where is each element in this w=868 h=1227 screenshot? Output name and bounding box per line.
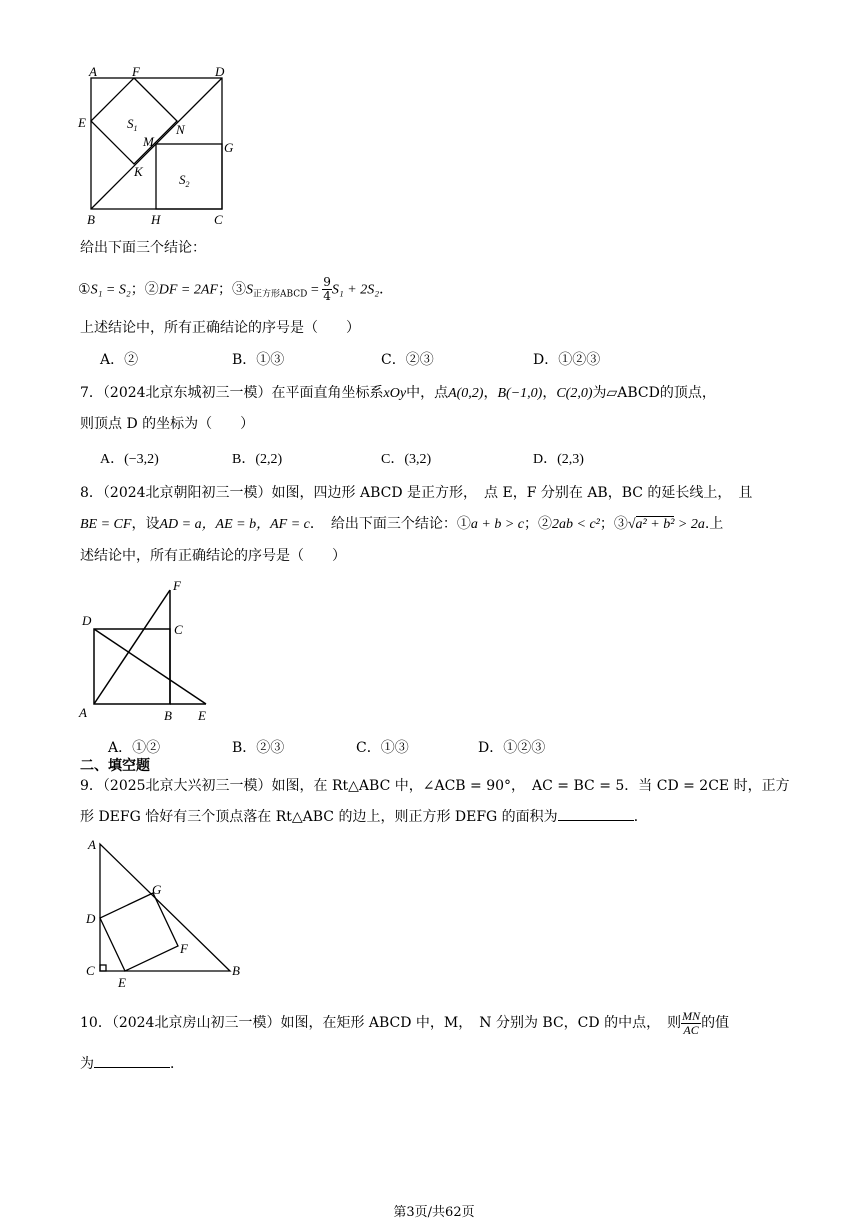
q8-option-d[interactable]: D．①②③ — [478, 740, 546, 756]
label-e: E — [78, 115, 86, 130]
q6-option-b[interactable]: B．①③ — [232, 352, 285, 368]
q10-answer-blank[interactable] — [94, 1053, 170, 1068]
label-n: N — [176, 122, 185, 137]
line-de — [94, 629, 206, 704]
square-s2 — [156, 144, 222, 209]
q6-option-d[interactable]: D．①②③ — [533, 352, 601, 368]
q8-c1: a + b > c — [470, 517, 524, 532]
q7-point-b: B(−1,0) — [497, 386, 543, 401]
q10-stem-end: 的值 — [701, 1015, 730, 1031]
label-b: B — [164, 708, 172, 723]
q9-answer-blank[interactable] — [558, 806, 634, 821]
label-e: E — [198, 708, 206, 723]
q6-question: 上述结论中，所有正确结论的序号是（ ） — [80, 320, 360, 336]
q8-line3: 述结论中，所有正确结论的序号是（ ） — [80, 548, 346, 564]
q6-sep1: ； — [130, 281, 145, 298]
label-d: D — [82, 613, 92, 628]
label-a: A — [79, 705, 87, 720]
q7-option-a[interactable]: A．(−3,2) — [100, 452, 159, 467]
label-a: A — [88, 837, 96, 852]
label-c: C — [86, 963, 95, 978]
q8-line1: 8．（2024北京朝阳初三一模）如图，四边形 ABCD 是正方形， 点 E，F 分别在 AB，BC 的延长线上， 且 — [80, 485, 753, 501]
q10-line1 — [80, 1008, 729, 1038]
q8-sep1: ；② — [524, 516, 552, 532]
q6-c3-s: S — [245, 282, 253, 298]
figure-q8 — [72, 574, 222, 724]
label-k: K — [134, 164, 143, 179]
q8-line2 — [80, 514, 723, 535]
square-defg — [100, 893, 178, 971]
q7-option-c[interactable]: C．(3,2) — [381, 452, 432, 467]
q7-comma1: ， — [483, 385, 498, 401]
label-c: C — [174, 622, 183, 637]
q8-c3-b: > 2a — [674, 517, 705, 532]
q7-xoy: xOy — [383, 386, 407, 401]
figure-q6 — [72, 64, 252, 230]
q9-line2 — [80, 806, 648, 827]
q8-defs: AD = a，AE = b，AF = c — [159, 517, 310, 532]
q6-c3-sub: 正方形ABCD — [252, 289, 308, 300]
q7-stem-b: 中，点 — [406, 385, 449, 401]
q6-c3-end: ． — [379, 281, 394, 298]
q8-c3: a² + b² — [635, 517, 675, 532]
q8-end: .上 — [704, 516, 724, 532]
q8-given: ． 给出下面三个结论：① — [309, 516, 471, 532]
label-g: G — [224, 140, 234, 155]
square-s1 — [91, 78, 177, 164]
q7-option-d[interactable]: D．(2,3) — [533, 452, 584, 467]
q7-comma2: ， — [542, 385, 557, 401]
label-m: M — [143, 134, 154, 149]
label-b: B — [87, 212, 95, 227]
q9-end: ． — [633, 809, 648, 825]
square-abcd — [94, 629, 170, 704]
q10-prefix: 为 — [80, 1056, 94, 1072]
q7-stem: 7．（2024北京东城初三一模）在平面直角坐标系 — [80, 385, 384, 401]
label-d: D — [215, 64, 225, 79]
q7-point-a: A(0,2) — [448, 386, 484, 401]
q8-c2: 2ab < c² — [552, 517, 600, 532]
q7-stem-c: 为▱ABCD的顶点， — [592, 385, 716, 401]
q7-option-b[interactable]: B．(2,2) — [232, 452, 283, 467]
q6-c2: DF = 2AF — [158, 282, 218, 298]
q8-option-c[interactable]: C．①③ — [356, 740, 409, 756]
q6-c3-eq: = — [307, 282, 323, 298]
label-g: G — [152, 882, 162, 897]
q10-fraction: $\frac{MN}{AC}$ — [682, 1008, 701, 1037]
label-e: E — [118, 975, 126, 990]
q8-option-a[interactable]: A．①② — [108, 740, 161, 756]
label-f: F — [132, 64, 140, 79]
q6-sep2: ； — [217, 281, 232, 298]
q6-c3-rest: S₁ + 2S₂ — [331, 282, 380, 298]
q6-conclusions — [78, 276, 393, 305]
label-h: H — [151, 212, 161, 227]
q10-line2 — [80, 1053, 184, 1074]
label-s2: $S_2$ — [179, 172, 190, 189]
q6-c3-frac: $\frac{9}{4}$ — [323, 275, 331, 303]
label-a: A — [89, 64, 97, 79]
q6-c1-mark: ① — [78, 281, 91, 298]
figure-q9 — [78, 836, 250, 994]
q9-line1: 9．（2025北京大兴初三一模）如图，在 Rt△ABC 中，∠ACB = 90°， AC = BC = 5．当 CD = 2CE 时，正方 — [80, 778, 790, 794]
q10-end: ． — [170, 1056, 184, 1072]
label-f: F — [180, 941, 188, 956]
label-b: B — [232, 963, 240, 978]
label-f: F — [173, 578, 181, 593]
q7-point-c: C(2,0) — [556, 386, 593, 401]
q6-option-c[interactable]: C．②③ — [381, 352, 434, 368]
q10-stem: 10．（2024北京房山初三一模）如图，在矩形 ABCD 中，M， N 分别为 BC，CD 的中点， 则 — [80, 1015, 682, 1031]
line-af — [94, 590, 170, 704]
label-c: C — [214, 212, 223, 227]
page-footer: 第3页/共62页 — [393, 1205, 475, 1220]
q8-be-cf: BE = CF — [80, 517, 132, 532]
q6-c3-mark: ③ — [231, 281, 246, 298]
q8-sqrt-symbol: √ — [627, 517, 636, 532]
q6-c1: S₁ = S₂ — [90, 282, 131, 298]
q8-let: ，设 — [131, 516, 160, 532]
q8-sep2: ；③ — [599, 516, 628, 532]
q6-option-a[interactable]: A．② — [100, 352, 139, 368]
q6-c2-mark: ② — [144, 281, 159, 298]
label-d: D — [86, 911, 96, 926]
right-angle-mark — [100, 965, 106, 971]
label-s1: $S_1$ — [127, 116, 138, 133]
q7-line1 — [80, 383, 716, 404]
q9-stem: 形 DEFG 恰好有三个顶点落在 Rt△ABC 的边上，则正方形 DEFG 的面积为 — [80, 809, 558, 825]
q6-intro: 给出下面三个结论： — [80, 240, 206, 256]
q7-line2: 则顶点 D 的坐标为（ ） — [80, 416, 255, 432]
q8-option-b[interactable]: B．②③ — [232, 740, 285, 756]
section-title-fill-blank: 二、填空题 — [80, 758, 150, 774]
